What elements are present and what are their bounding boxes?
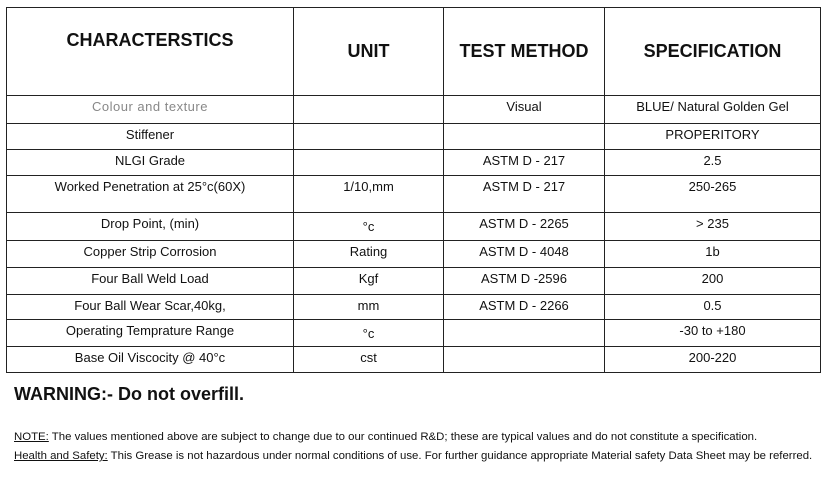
cell-unit: Kgf xyxy=(294,268,444,295)
cell-characteristic: Colour and texture xyxy=(7,96,294,124)
cell-method: ASTM D - 217 xyxy=(444,176,605,213)
cell-spec: 0.5 xyxy=(605,295,821,320)
cell-characteristic: Operating Temprature Range xyxy=(7,320,294,347)
cell-method: Visual xyxy=(444,96,605,124)
table-row xyxy=(7,124,821,150)
header-unit: UNIT xyxy=(294,8,444,96)
table-row xyxy=(7,347,821,373)
specification-table xyxy=(6,7,821,373)
cell-method: ASTM D -2596 xyxy=(444,268,605,295)
table-row xyxy=(7,150,821,176)
cell-spec: > 235 xyxy=(605,213,821,241)
notes-block xyxy=(14,428,830,466)
cell-spec: 200-220 xyxy=(605,347,821,373)
cell-spec: PROPERITORY xyxy=(605,124,821,150)
cell-spec: -30 to +180 xyxy=(605,320,821,347)
cell-unit xyxy=(294,124,444,150)
cell-unit: cst xyxy=(294,347,444,373)
table-row xyxy=(7,241,821,268)
table-row xyxy=(7,96,821,124)
note-text: The values mentioned above are subject to change due to our continued R&D; these are typical values and do not constitute a specification. xyxy=(48,431,758,443)
cell-unit: 1/10,mm xyxy=(294,176,444,213)
cell-characteristic: NLGI Grade xyxy=(7,150,294,176)
cell-method xyxy=(444,124,605,150)
cell-unit xyxy=(294,96,444,124)
note-line xyxy=(14,428,830,447)
cell-spec: 250-265 xyxy=(605,176,821,213)
table-row xyxy=(7,268,821,295)
header-characteristics: CHARACTERSTICS xyxy=(7,8,294,96)
header-test-method: TEST METHOD xyxy=(444,8,605,96)
cell-method xyxy=(444,347,605,373)
table-row xyxy=(7,176,821,213)
cell-characteristic: Four Ball Weld Load xyxy=(7,268,294,295)
table-header-row xyxy=(7,8,821,96)
cell-characteristic: Worked Penetration at 25°c(60X) xyxy=(7,176,294,213)
header-specification: SPECIFICATION xyxy=(605,8,821,96)
cell-spec: 200 xyxy=(605,268,821,295)
cell-unit: Rating xyxy=(294,241,444,268)
cell-characteristic: Base Oil Viscocity @ 40°c xyxy=(7,347,294,373)
cell-characteristic: Drop Point, (min) xyxy=(7,213,294,241)
cell-spec: 2.5 xyxy=(605,150,821,176)
cell-characteristic: Stiffener xyxy=(7,124,294,150)
cell-unit xyxy=(294,150,444,176)
cell-method: ASTM D - 217 xyxy=(444,150,605,176)
cell-method: ASTM D - 4048 xyxy=(444,241,605,268)
warning-text: WARNING:- Do not overfill. xyxy=(14,384,244,404)
table-row xyxy=(7,213,821,241)
cell-unit: °c xyxy=(294,320,444,347)
cell-spec: 1b xyxy=(605,241,821,268)
cell-unit: °c xyxy=(294,213,444,241)
cell-method xyxy=(444,320,605,347)
cell-method: ASTM D - 2266 xyxy=(444,295,605,320)
health-safety-line xyxy=(14,447,830,466)
health-safety-label: Health and Safety: xyxy=(14,450,108,462)
cell-characteristic: Four Ball Wear Scar,40kg, xyxy=(7,295,294,320)
cell-unit: mm xyxy=(294,295,444,320)
cell-characteristic: Copper Strip Corrosion xyxy=(7,241,294,268)
cell-method: ASTM D - 2265 xyxy=(444,213,605,241)
table-row xyxy=(7,320,821,347)
note-label: NOTE: xyxy=(14,431,49,443)
health-safety-text: This Grease is not hazardous under normal conditions of use. For further guidance appropriate Material safety Data Sheet may be referred. xyxy=(107,450,813,462)
cell-spec: BLUE/ Natural Golden Gel xyxy=(605,96,821,124)
table-row xyxy=(7,295,821,320)
